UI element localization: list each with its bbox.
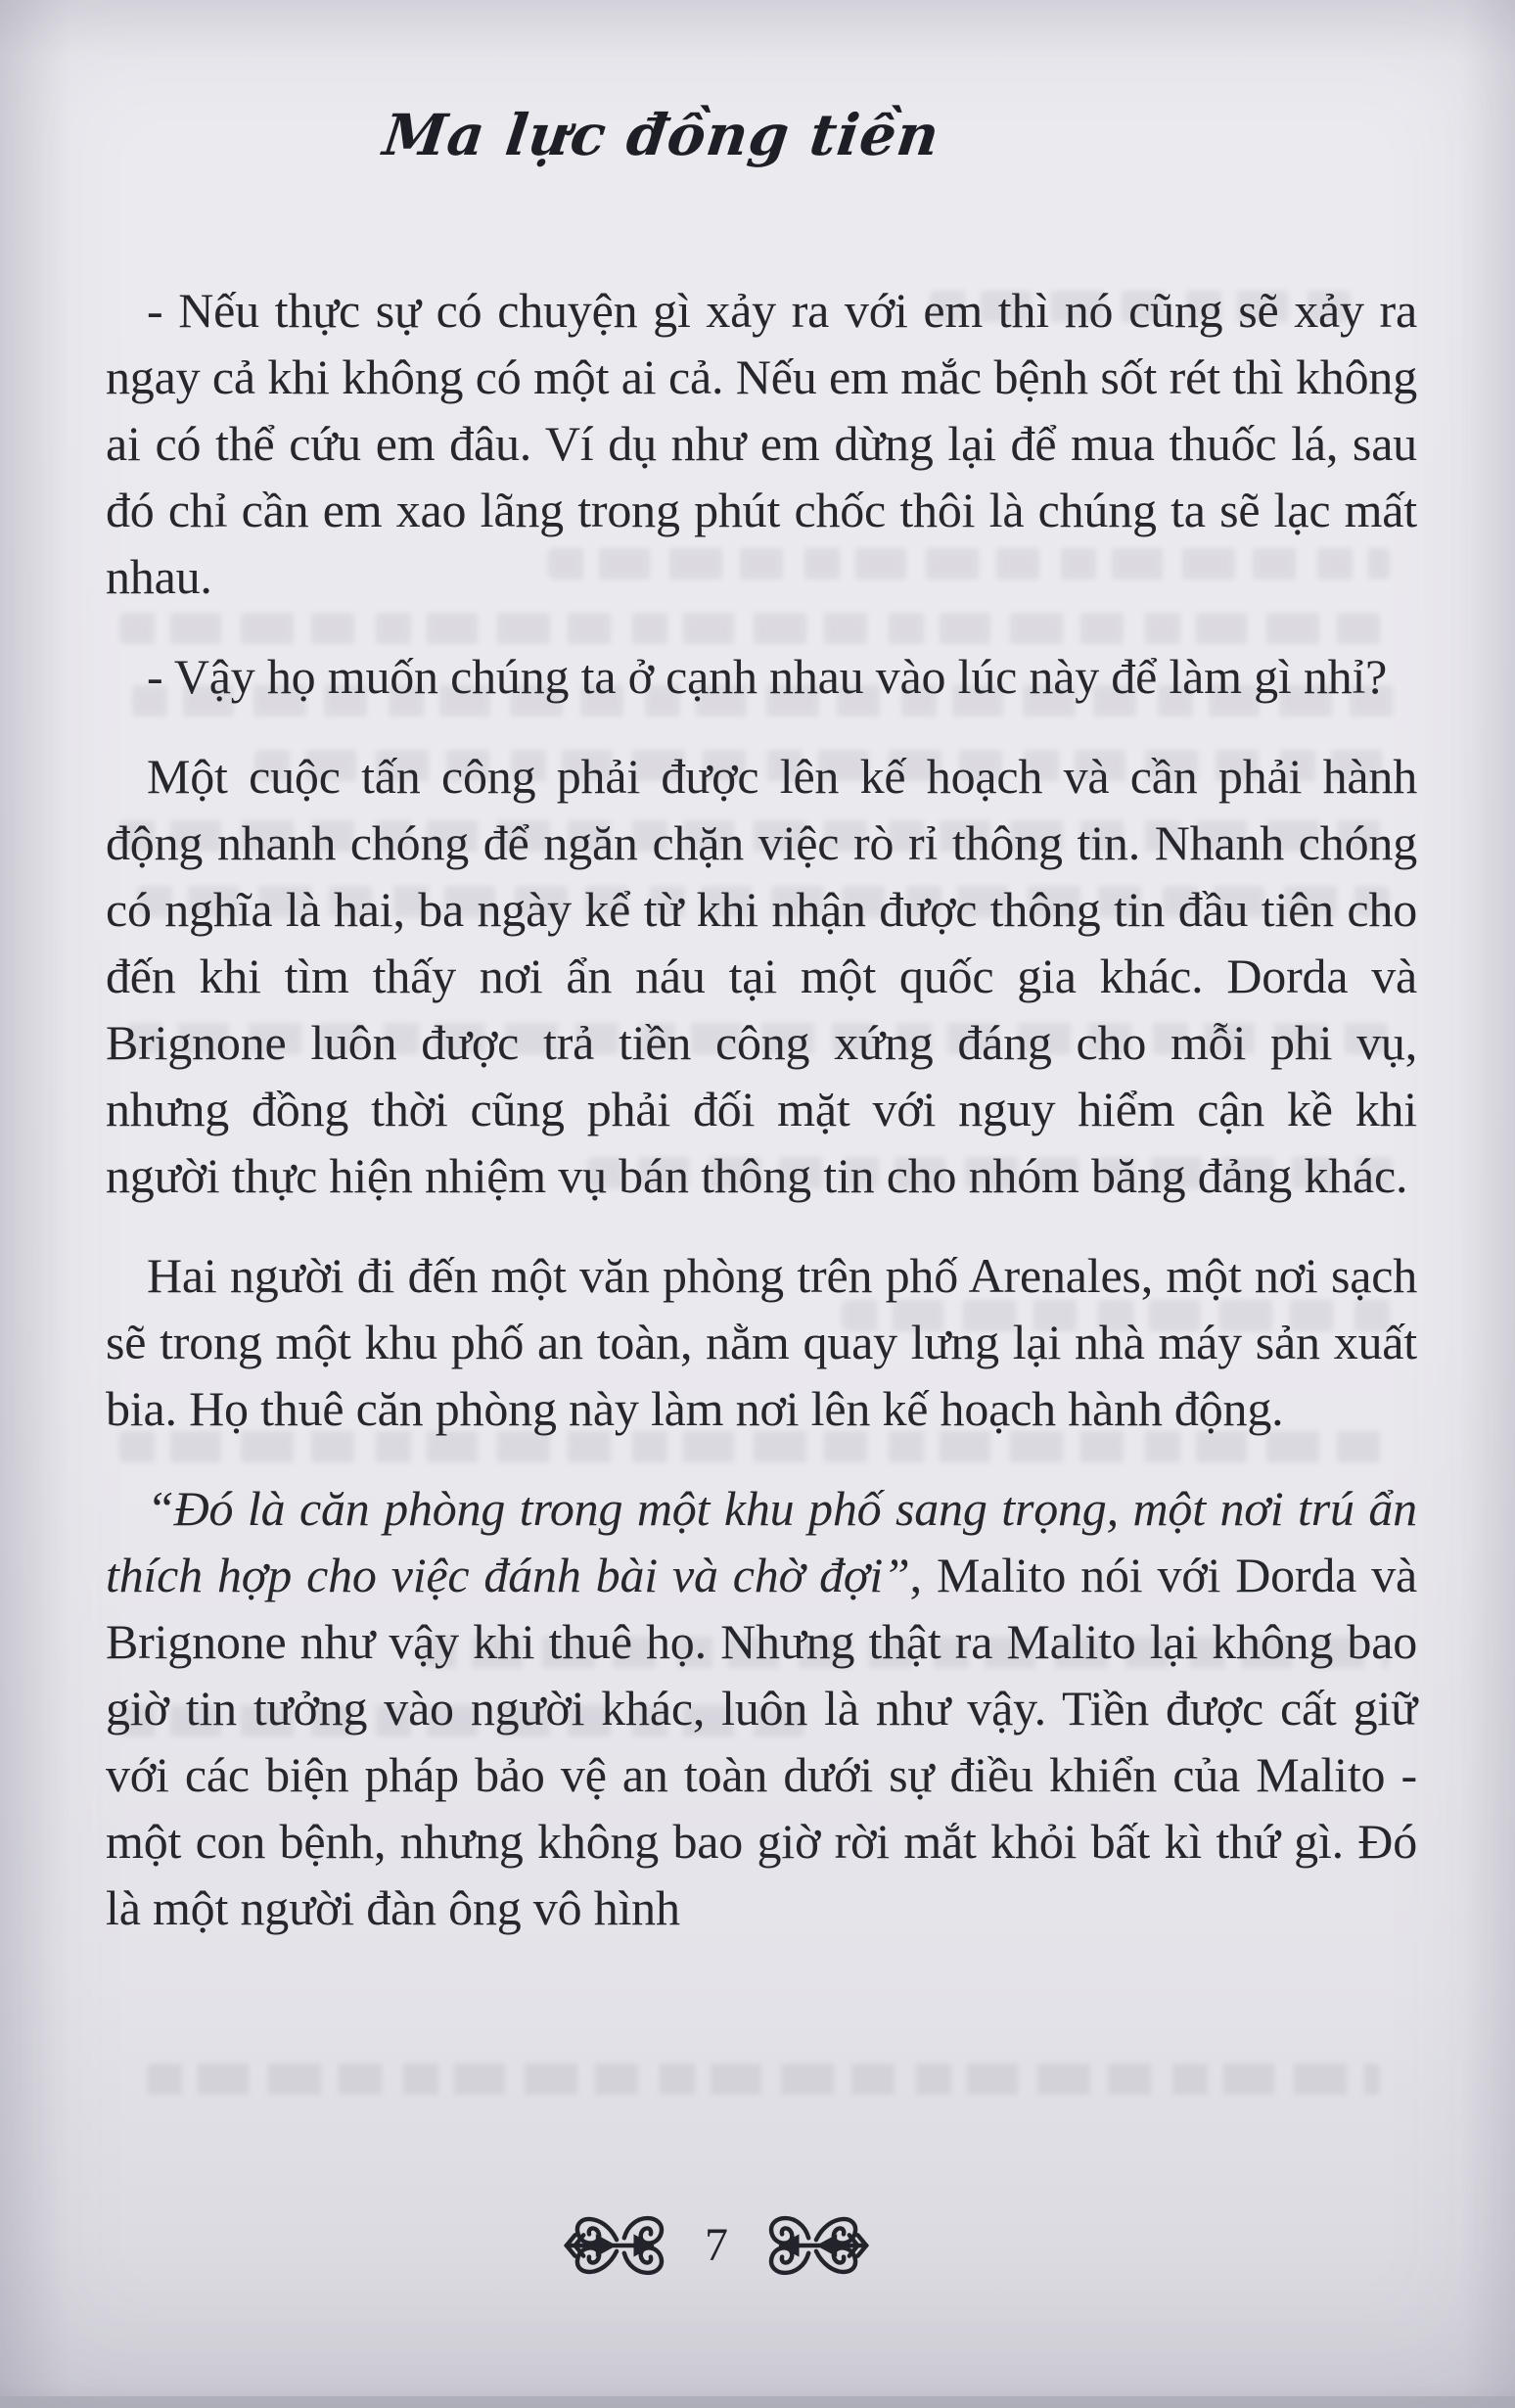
page-edge-shadow-top (0, 0, 1515, 59)
body-text-block (106, 277, 1417, 1974)
quote-italic-text: “Đó là căn phòng trong một khu phố sang trọng, một nơi trú ẩn thích hợp cho việc đánh bài và chờ đợi” (106, 1481, 1417, 1602)
page-number: 7 (705, 2219, 728, 2271)
body-paragraph: - Nếu thực sự có chuyện gì xảy ra với em thì nó cũng sẽ xảy ra ngay cả khi không có một ai cả. Nếu em mắc bệnh sốt rét thì không ai có thể cứu em đâu. Ví dụ như em dừng lại để mua thuốc lá, sau đó chỉ cần em xao lãng trong phút chốc thôi là chúng ta sẽ lạc mất nhau. (106, 283, 1417, 604)
left-arrow-fleuron-icon (562, 2204, 675, 2287)
body-paragraph: Hai người đi đến một văn phòng trên phố Arenales, một nơi sạch sẽ trong một khu phố an toàn, nằm quay lưng lại nhà máy sản xuất bia. Họ thuê căn phòng này làm nơi lên kế hoạch hành động. (106, 1248, 1417, 1436)
page-footer (0, 2204, 1474, 2287)
bleedthrough-line (147, 2063, 1380, 2095)
quote-regular-text: , Malito nói với Dorda và Brignone như vậy khi thuê họ. Nhưng thật ra Malito lại không bao giờ tin tưởng vào người khác, luôn là như vậy. Tiền được cất giữ với các biện pháp bảo vệ an toàn dưới sự điều khiển của Malito - một con bệnh, nhưng không bao giờ rời mắt khỏi bất kì thứ gì. Đó là một người đàn ông vô hình (106, 1548, 1417, 1935)
body-paragraph: - Vậy họ muốn chúng ta ở cạnh nhau vào lúc này để làm gì nhỉ? (147, 649, 1388, 704)
page-edge-shadow-right (1461, 0, 1515, 2408)
right-arrow-fleuron-icon (758, 2204, 871, 2287)
page-edge-shadow-left (0, 0, 69, 2408)
page-bottom-edge (0, 2396, 1515, 2408)
quote-paragraph (106, 1475, 1417, 1941)
body-paragraph: Một cuộc tấn công phải được lên kế hoạch và cần phải hành động nhanh chóng để ngăn chặn việc rò rỉ thông tin. Nhanh chóng có nghĩa là hai, ba ngày kể từ khi nhận được thông tin đầu tiên cho đến khi tìm thấy nơi ẩn náu tại một quốc gia khác. Dorda và Brignone luôn được trả tiền công xứng đáng cho mỗi phi vụ, nhưng đồng thời cũng phải đối mặt với nguy hiểm cận kề khi người thực hiện nhiệm vụ bán thông tin cho nhóm băng đảng khác. (106, 749, 1417, 1203)
page-header-title: Ma lực đồng tiền (379, 102, 944, 168)
